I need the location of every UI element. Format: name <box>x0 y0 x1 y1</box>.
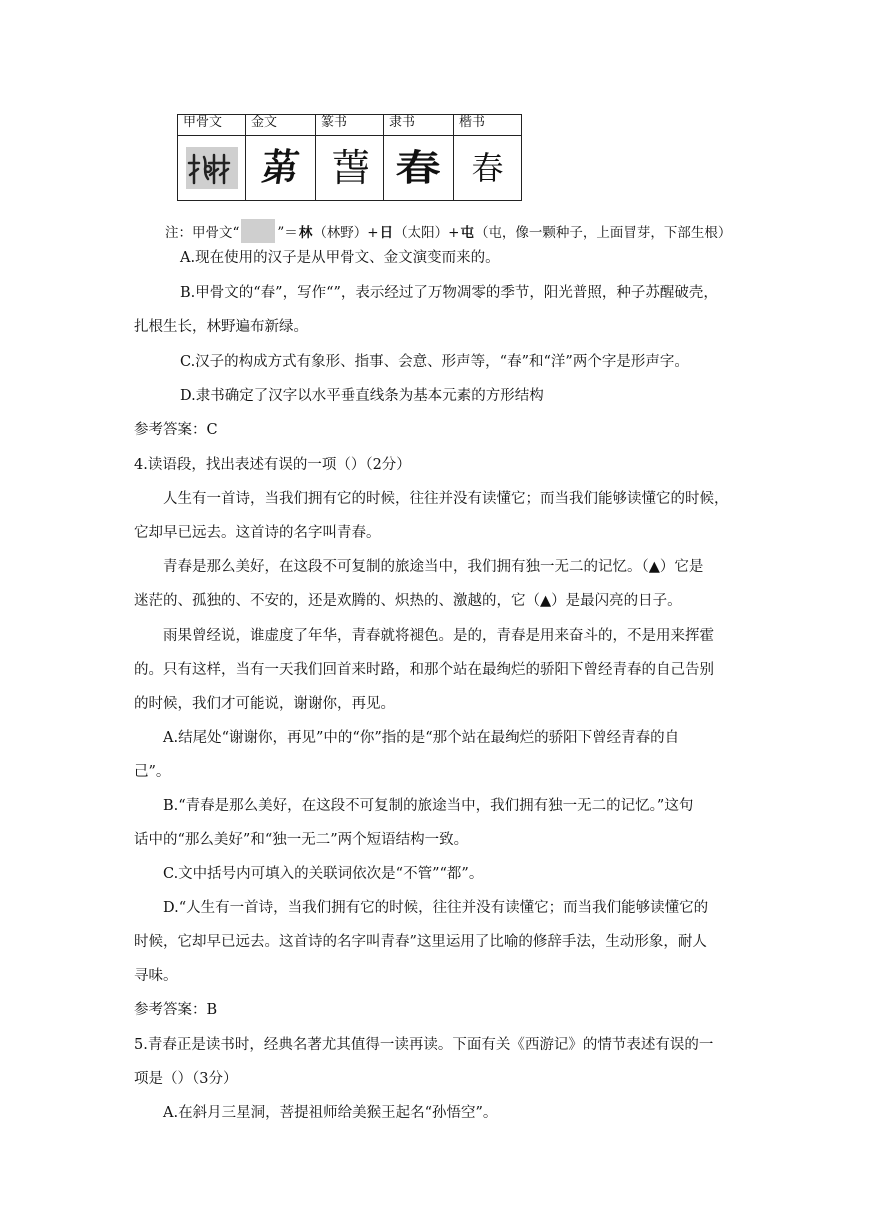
q4-passage-line: 它却早已远去。这首诗的名字叫青春。 <box>134 525 381 541</box>
note-prefix: 注：甲骨文“ <box>165 225 240 241</box>
oracle-bone-glyph-cell <box>178 136 246 201</box>
note-eq: ”＝ <box>277 225 298 241</box>
header-oracle-bone: 甲骨文 <box>178 115 246 136</box>
script-evolution-table <box>177 114 522 201</box>
q4-passage-line: 青春是那么美好，在这段不可复制的旅途当中，我们拥有独一无二的记忆。（▲）它是 <box>163 559 704 575</box>
q3-option-c: C.汉子的构成方式有象形、指事、会意、形声等，“春”和“洋”两个字是形声字。 <box>180 354 689 370</box>
q3-option-b: B.甲骨文的“春”，写作“”，表示经过了万物凋零的季节，阳光普照，种子苏醒破壳， <box>180 285 718 301</box>
q5-stem-cont: 项是（）（3分） <box>134 1071 238 1087</box>
regular-glyph-cell <box>454 136 522 201</box>
q4-passage-line: 雨果曾经说，谁虚度了年华，青春就将褪色。是的，青春是用来奋斗的，不是用来挥霍 <box>163 628 714 644</box>
oracle-sun-symbol: 日 <box>379 225 394 241</box>
q4-option-b: B.“青春是那么美好，在这段不可复制的旅途当中，我们拥有独一无二的记忆。”这句 <box>163 798 694 814</box>
q5-stem: 5.青春正是读书时，经典名著尤其值得一读再读。下面有关《西游记》的情节表述有误的一 <box>134 1037 714 1053</box>
note-line <box>165 219 731 243</box>
header-seal: 篆书 <box>316 115 384 136</box>
bronze-glyph-cell <box>246 136 316 201</box>
q4-option-d-cont: 时候，它却早已远去。这首诗的名字叫青春”这里运用了比喻的修辞手法，生动形象，耐人 <box>134 934 707 950</box>
q4-passage-line: 人生有一首诗，当我们拥有它的时候，往往并没有读懂它；而当我们能够读懂它的时候， <box>163 491 729 507</box>
oracle-sprout-symbol: 屯 <box>460 225 474 241</box>
q4-answer: 参考答案：B <box>134 1002 218 1018</box>
q4-option-b-cont: 话中的“那么美好”和“独一无二”两个短语结构一致。 <box>134 832 469 848</box>
oracle-bone-glyph-image <box>186 147 238 189</box>
seal-glyph: 萅 <box>331 146 368 190</box>
header-bronze: 金文 <box>246 115 316 136</box>
q3-answer: 参考答案：C <box>134 422 218 438</box>
seal-glyph-cell <box>316 136 384 201</box>
q3-option-b-cont: 扎根生长，林野遍布新绿。 <box>134 319 308 335</box>
oracle-forest-symbol: 林 <box>298 225 313 241</box>
header-clerical: 隶书 <box>384 115 454 136</box>
clerical-glyph: 春 <box>395 147 442 189</box>
clerical-glyph-cell <box>384 136 454 201</box>
q4-option-a-cont: 己”。 <box>134 764 171 780</box>
note-part3: （屯，像一颗种子，上面冒芽，下部生根） <box>474 225 732 241</box>
q4-stem: 4.读语段，找出表述有误的一项（）（2分） <box>134 457 411 473</box>
regular-glyph: 春 <box>471 149 504 187</box>
q3-option-a: A.现在使用的汉子是从甲骨文、金文演变而来的。 <box>180 250 500 266</box>
note-part1: （林野）+ <box>313 225 379 241</box>
q4-option-d-cont: 寻味。 <box>134 968 178 984</box>
q4-passage-line: 的时候，我们才可能说，谢谢你，再见。 <box>134 696 395 712</box>
q3-option-d: D.隶书确定了汉字以水平垂直线条为基本元素的方形结构 <box>180 388 544 404</box>
q4-option-a: A.结尾处“谢谢你，再见”中的“你”指的是“那个站在最绚烂的骄阳下曾经青春的自 <box>163 730 680 746</box>
q5-option-a: A.在斜月三星洞，菩提祖师给美猴王起名“孙悟空”。 <box>163 1105 498 1121</box>
bronze-glyph: 𦯔 <box>258 145 303 190</box>
q4-passage-line: 的。只有这样，当有一天我们回首来时路，和那个站在最绚烂的骄阳下曾经青春的自己告别 <box>134 662 714 678</box>
oracle-bone-inline-image <box>241 219 275 243</box>
header-regular: 楷书 <box>454 115 522 136</box>
q4-option-c: C.文中括号内可填入的关联词依次是“不管”“都”。 <box>163 866 484 882</box>
note-part2: （太阳）+ <box>394 225 460 241</box>
q4-passage-line: 迷茫的、孤独的、不安的，还是欢腾的、炽热的、激越的，它（▲）是最闪亮的日子。 <box>134 593 682 609</box>
q4-option-d: D.“人生有一首诗，当我们拥有它的时候，往往并没有读懂它；而当我们能够读懂它的 <box>163 900 709 916</box>
